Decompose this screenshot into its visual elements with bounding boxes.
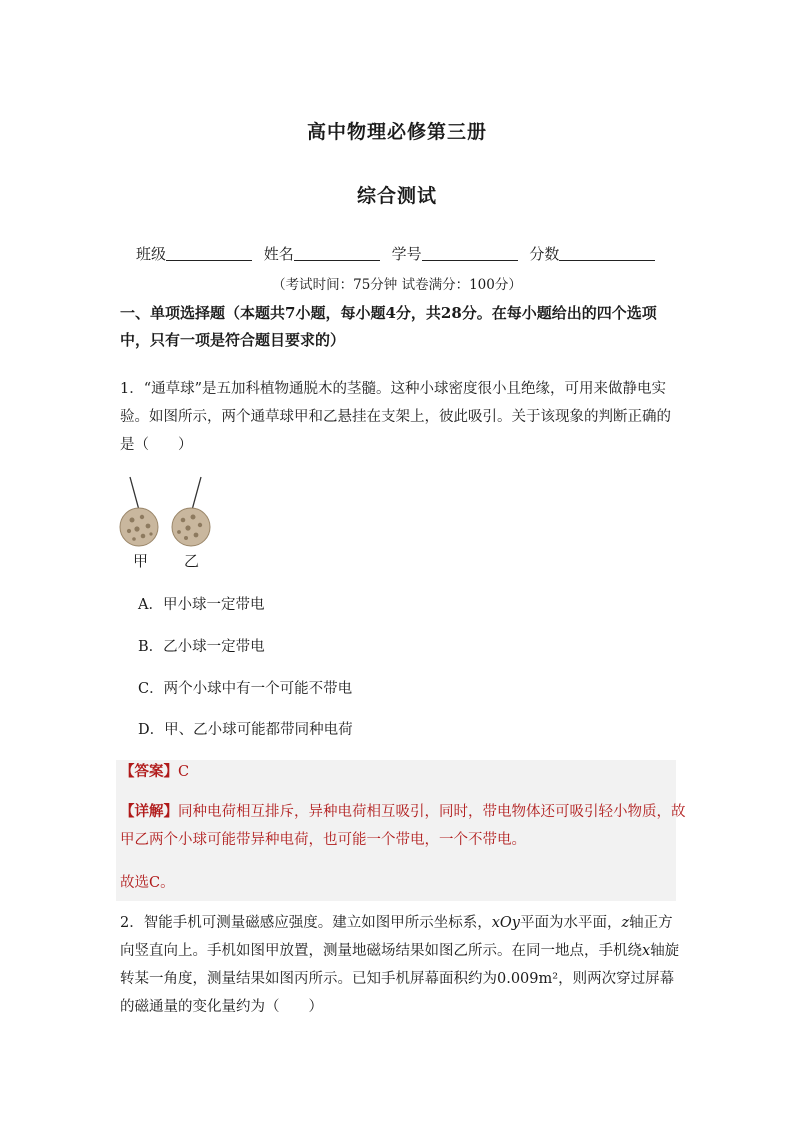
option-d: D．甲、乙小球可能都带同种电荷 bbox=[138, 722, 353, 738]
q2-xoy: xOy bbox=[491, 915, 520, 931]
detail-line bbox=[120, 798, 688, 854]
student-id-blank bbox=[422, 246, 518, 261]
q2-text-4: 轴旋转某一角度，测量结果如图丙所示。已知手机屏幕面积约为0.009m²，则两次穿过屏幕的磁通量的变化量约为（ ） bbox=[120, 943, 680, 1015]
pith-ball-yi bbox=[172, 508, 210, 546]
q2-text-2: 平面为水平面， bbox=[520, 915, 622, 931]
q2-z-axis: z bbox=[621, 915, 630, 931]
detail-tag: 【详解】 bbox=[120, 803, 178, 820]
section-heading: 一、单项选择题（本题共7小题，每小题4分，共28分。在每小题给出的四个选项中，只有一项是符合题目要求的） bbox=[120, 304, 657, 349]
score-label: 分数 bbox=[529, 245, 560, 263]
conclusion-line: 故选C。 bbox=[120, 875, 175, 891]
document-title: 高中物理必修第三册 bbox=[306, 121, 487, 143]
q2-text-1: 2．智能手机可测量磁感应强度。建立如图甲所示坐标系， bbox=[120, 915, 492, 931]
pith-balls-illustration bbox=[115, 472, 225, 572]
document-subtitle: 综合测试 bbox=[356, 185, 437, 207]
q2-text-3: 轴正方向竖直向上。手机如图甲放置，测量地磁场结果如图乙所示。在同一地点，手机绕 bbox=[120, 915, 673, 959]
name-blank bbox=[294, 246, 380, 261]
exam-time-note: （考试时间：75分钟 试卷满分：100分） bbox=[272, 277, 522, 293]
answer-line bbox=[120, 758, 189, 786]
question-2-stem bbox=[120, 909, 682, 1021]
q2-x-axis: x bbox=[642, 943, 651, 959]
pith-balls-figure bbox=[115, 472, 225, 572]
class-label: 班级 bbox=[136, 245, 167, 263]
thread-right bbox=[192, 477, 201, 510]
label-yi: 乙 bbox=[184, 552, 200, 570]
option-c: C．两个小球中有一个可能不带电 bbox=[138, 681, 353, 697]
option-a: A．甲小球一定带电 bbox=[138, 597, 265, 613]
name-label: 姓名 bbox=[263, 245, 294, 263]
answer-tag: 【答案】 bbox=[120, 763, 178, 780]
thread-left bbox=[130, 477, 139, 510]
pith-ball-jia bbox=[120, 508, 158, 546]
student-id-label: 学号 bbox=[391, 245, 422, 263]
detail-text: 同种电荷相互排斥，异种电荷相互吸引，同时，带电物体还可吸引轻小物质，故甲乙两个小球可能带异种电荷，也可能一个带电，一个不带电。 bbox=[120, 804, 686, 848]
score-blank bbox=[559, 246, 655, 261]
question-1-stem: 1．“通草球”是五加科植物通脱木的茎髓。这种小球密度很小且绝缘，可用来做静电实验。如图所示，两个通草球甲和乙悬挂在支架上，彼此吸引。关于该现象的判断正确的是（ ） bbox=[120, 381, 671, 453]
answer-value: C bbox=[178, 764, 190, 780]
class-blank bbox=[166, 246, 252, 261]
label-jia: 甲 bbox=[133, 552, 149, 570]
student-info-line bbox=[136, 243, 662, 264]
option-b: B．乙小球一定带电 bbox=[138, 639, 265, 655]
